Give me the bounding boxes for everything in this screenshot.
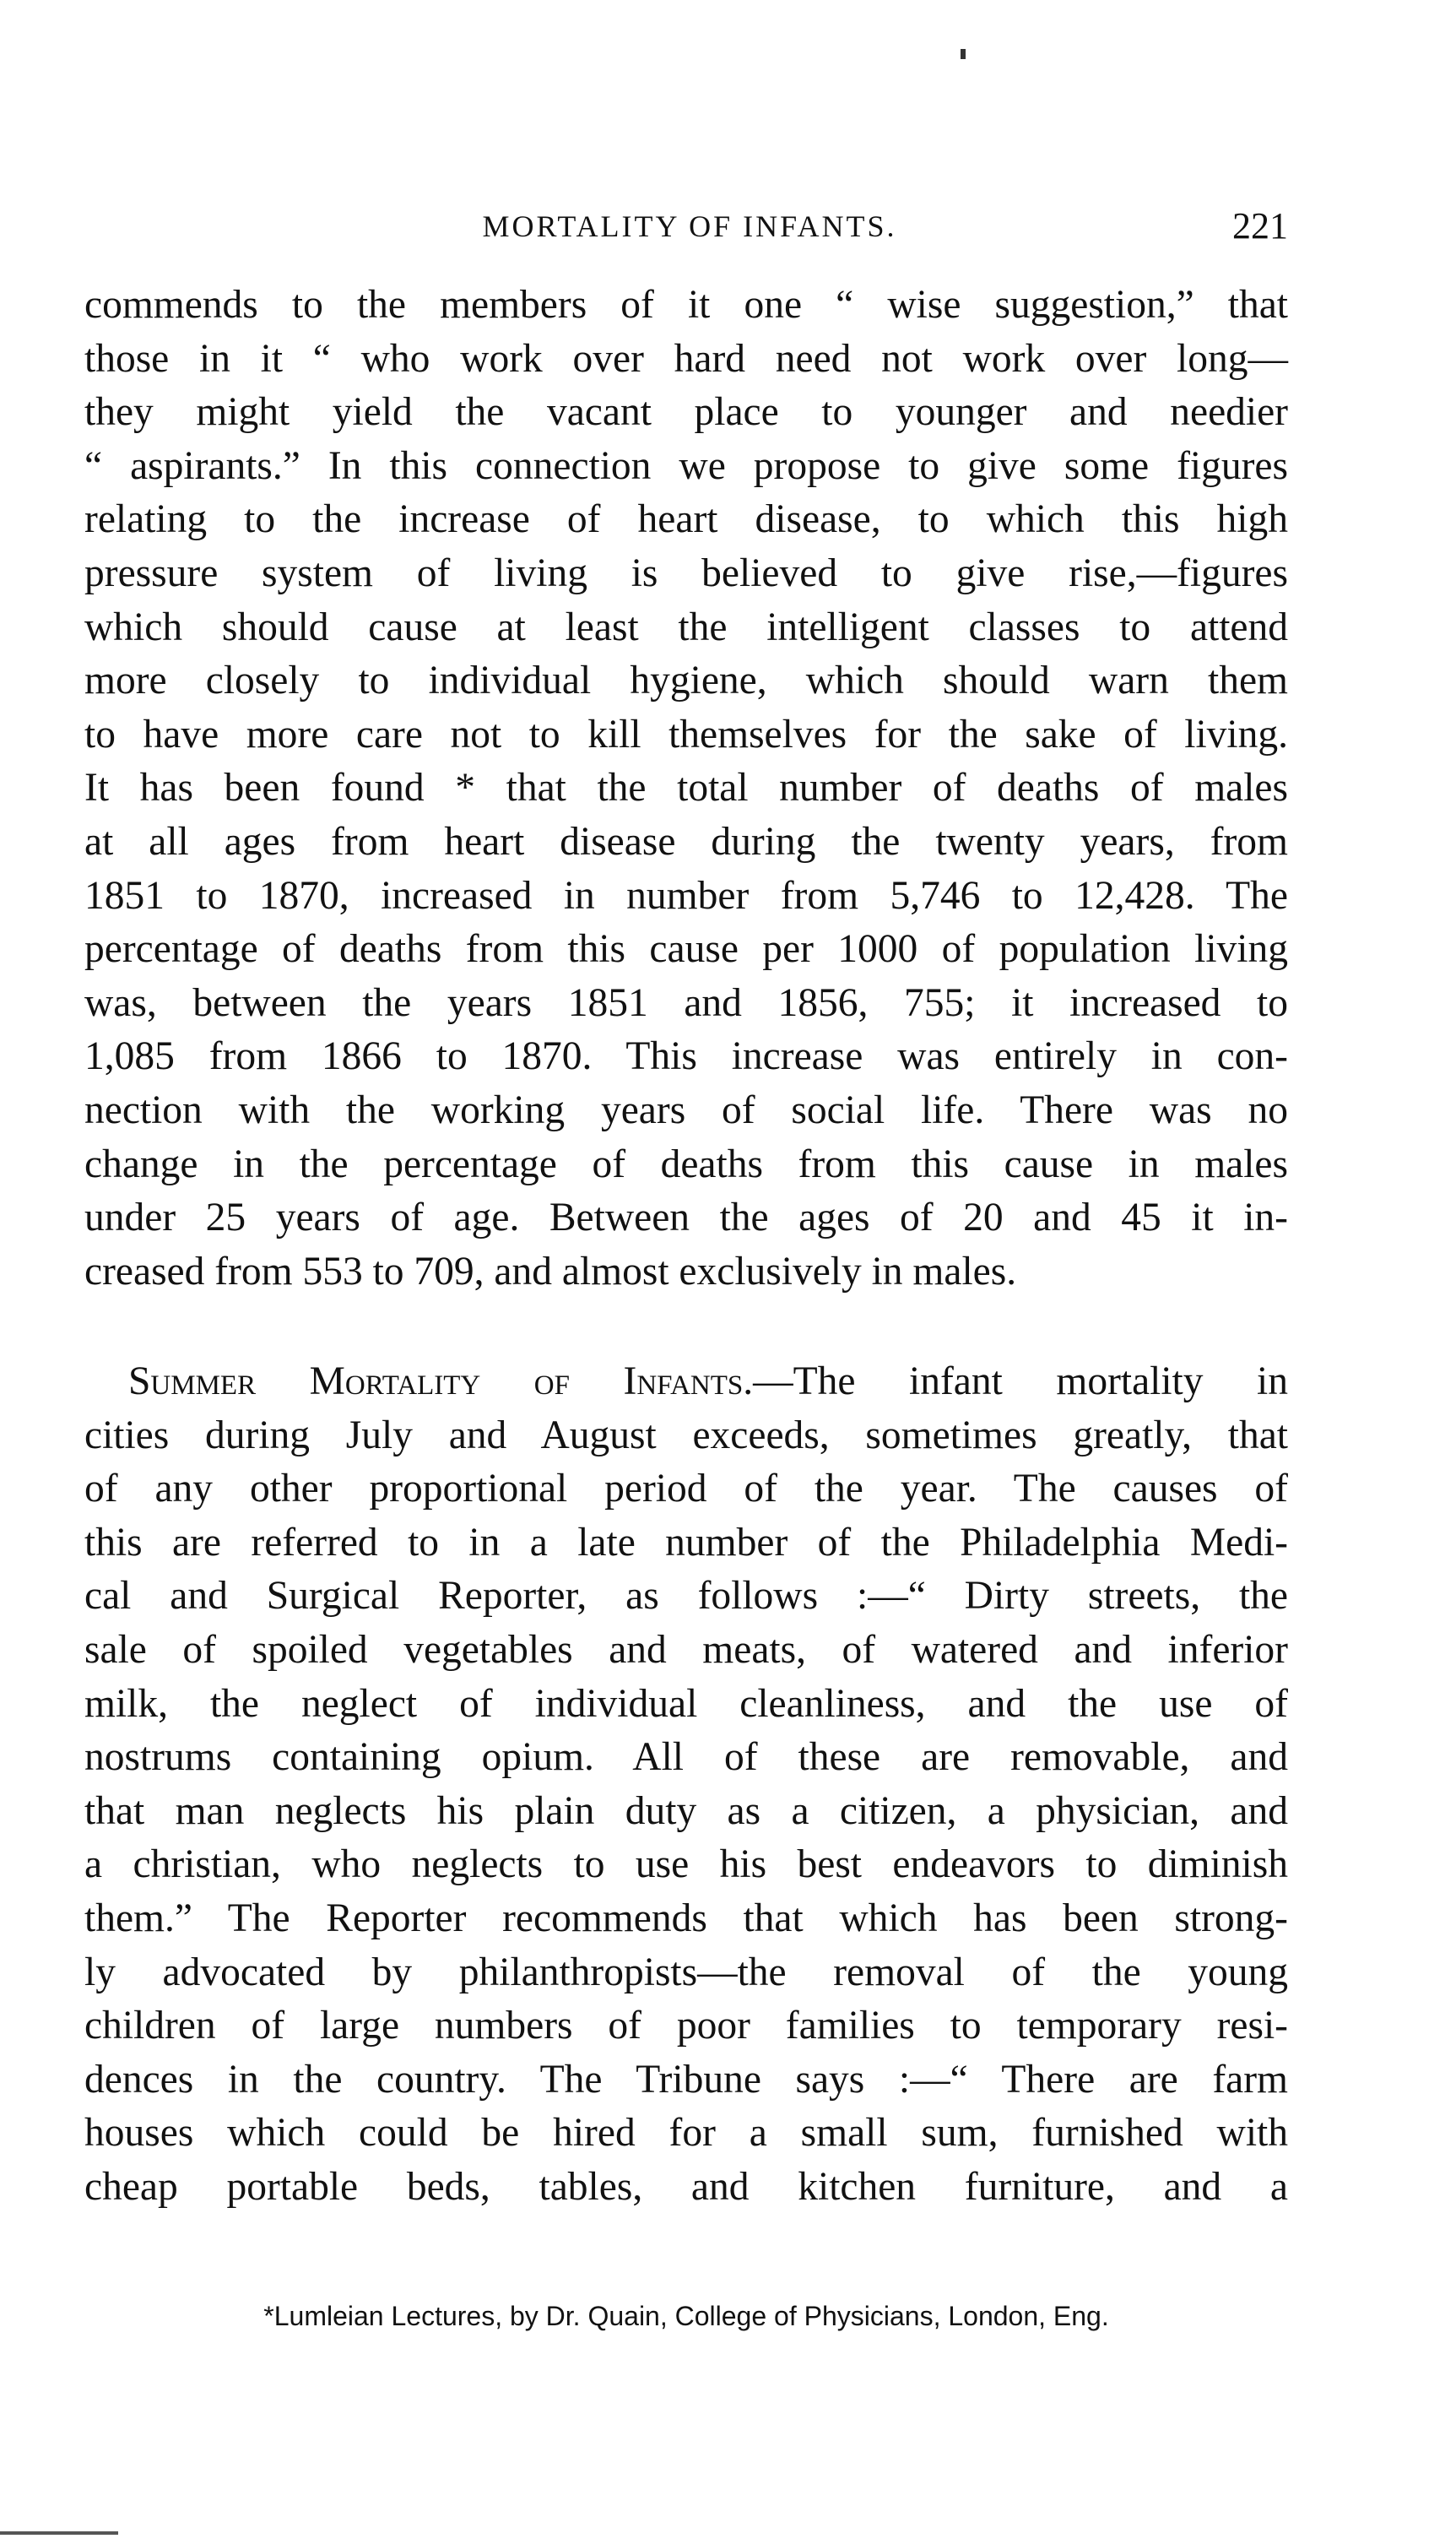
text-line: to have more care not to kill themselves for the sake of living. (84, 712, 1288, 757)
text-line: pressure system of living is believed to give rise,—figures (84, 551, 1288, 595)
text-line: 1851 to 1870, increased in number from 5,746 to 12,428. The (84, 873, 1288, 918)
text-line: under 25 years of age. Between the ages of 20 and 45 it in- (84, 1196, 1288, 1240)
paragraph-heart-disease (84, 279, 1288, 1299)
page-number: 221 (1232, 205, 1288, 247)
text-run: —The infant mortality in (753, 1359, 1288, 1403)
text-line: that man neglects his plain duty as a citizen, a physician, and (84, 1788, 1288, 1833)
text-line: houses which could be hired for a small sum, furnished with (84, 2111, 1288, 2156)
ink-speck (961, 49, 966, 59)
text-line: was, between the years 1851 and 1856, 755; it increased to (84, 980, 1288, 1025)
text-line: sale of spoiled vegetables and meats, of watered and inferior (84, 1627, 1288, 1672)
text-line: those in it “ who work over hard need not work over long— (84, 336, 1288, 381)
text-line: ly advocated by philanthropists—the removal of the young (84, 1950, 1288, 1994)
text-line: cities during July and August exceeds, sometimes greatly, that (84, 1413, 1288, 1457)
paragraph-summer-mortality (84, 1355, 1288, 2215)
text-line: nostrums containing opium. All of these are removable, and (84, 1735, 1288, 1780)
text-line: commends to the members of it one “ wise suggestion,” that (84, 283, 1288, 327)
text-line: creased from 553 to 709, and almost exclusively in males. (84, 1249, 1017, 1294)
text-line: “ aspirants.” In this connection we propose to give some figures (84, 443, 1288, 488)
text-line: 1,085 from 1866 to 1870. This increase was entirely in con- (84, 1034, 1288, 1079)
text-line: relating to the increase of heart disease, to which this high (84, 497, 1288, 542)
text-line: percentage of deaths from this cause per 1000 of population living (84, 927, 1288, 972)
text-line: them.” The Reporter recommends that which has been strong- (84, 1896, 1288, 1940)
section-heading: Summer Mortality of Infants. (128, 1359, 754, 1403)
text-line: which should cause at least the intelligent classes to attend (84, 605, 1288, 649)
text-line: nection with the working years of social life. There was no (84, 1088, 1288, 1132)
text-line: of any other proportional period of the year. The causes of (84, 1467, 1288, 1511)
text-line-first (84, 1355, 1288, 1409)
text-line: It has been found * that the total number of deaths of males (84, 766, 1288, 811)
text-line: dences in the country. The Tribune says :—“ There are farm (84, 2057, 1288, 2102)
text-line: cal and Surgical Reporter, as follows :—“ Dirty streets, the (84, 1574, 1288, 1619)
text-line: change in the percentage of deaths from this cause in males (84, 1142, 1288, 1186)
text-line: milk, the neglect of individual cleanliness, and the use of (84, 1681, 1288, 1726)
text-line: they might yield the vacant place to younger and needier (84, 390, 1288, 435)
scan-edge-mark (0, 2531, 118, 2535)
footnote: *Lumleian Lectures, by Dr. Quain, College of Physicians, London, Eng. (263, 2301, 1109, 2331)
page-header (91, 201, 1288, 252)
text-line: children of large numbers of poor families to temporary resi- (84, 2004, 1288, 2048)
text-line: this are referred to in a late number of the Philadelphia Medi- (84, 1520, 1288, 1565)
text-line: more closely to individual hygiene, which should warn them (84, 659, 1288, 703)
text-line: at all ages from heart disease during the twenty years, from (84, 819, 1288, 864)
running-head: MORTALITY OF INFANTS. (482, 209, 897, 243)
text-line: a christian, who neglects to use his best endeavors to diminish (84, 1842, 1288, 1887)
text-line: cheap portable beds, tables, and kitchen furniture, and a (84, 2164, 1288, 2209)
